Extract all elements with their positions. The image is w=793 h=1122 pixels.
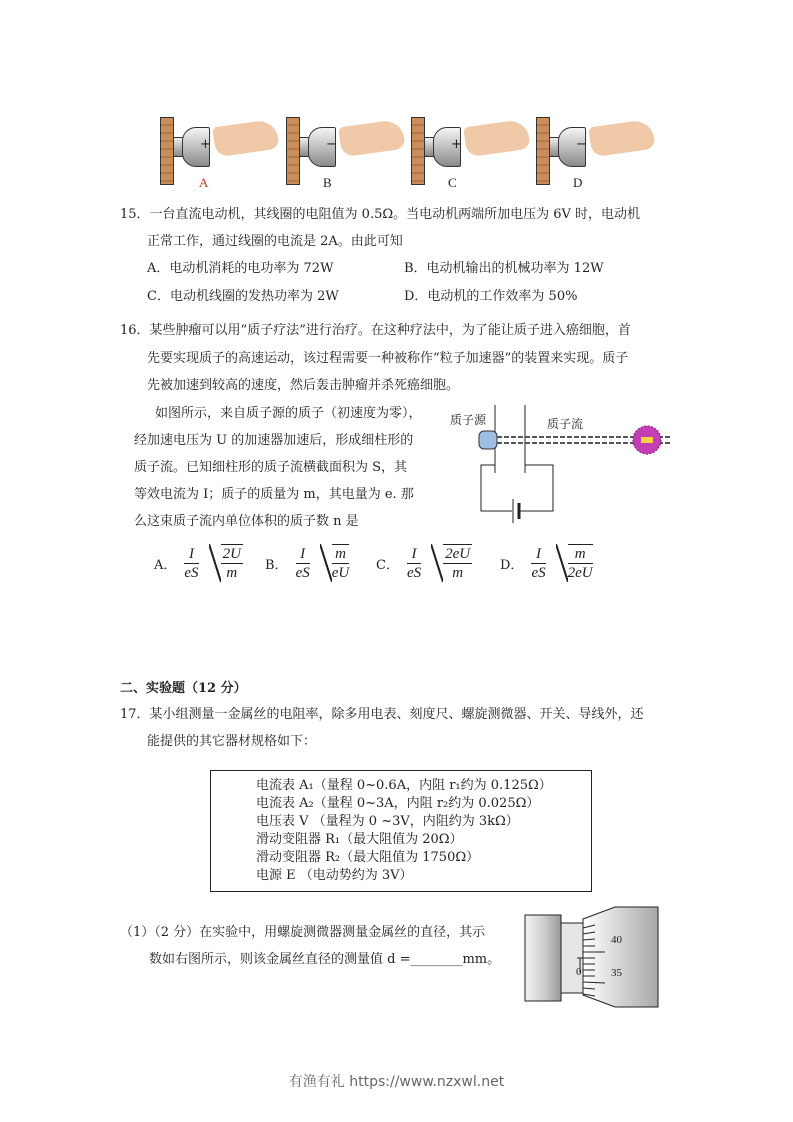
hand-icon bbox=[463, 119, 531, 158]
hand-icon bbox=[212, 119, 280, 158]
micrometer-icon bbox=[520, 903, 660, 1008]
figure-label-d: D bbox=[573, 175, 583, 190]
radicand-denominator: eU bbox=[331, 565, 350, 581]
hand-icon bbox=[338, 119, 406, 158]
q15-option-d: D．电动机的工作效率为 50% bbox=[404, 289, 578, 304]
q15-stem-line1: 15．一台直流电动机，其线圈的电阻值为 0.5Ω。当电动机两端所加电压为 6V 时，电动机 bbox=[120, 207, 641, 222]
proton-source-label: 质子源 bbox=[450, 413, 487, 427]
radicand-denominator: m bbox=[452, 565, 464, 581]
option-letter: C． bbox=[376, 557, 399, 573]
numerator: I bbox=[531, 545, 545, 564]
fraction bbox=[407, 545, 421, 582]
electrode-figure-c bbox=[403, 117, 523, 187]
q17-stem-line2: 能提供的其它器材规格如下： bbox=[147, 734, 317, 749]
q15-option-a: A．电动机消耗的电功率为 72W bbox=[147, 261, 334, 276]
denominator: eS bbox=[295, 564, 310, 581]
q16-stem-line1: 16．某些肿瘤可以用“质子疗法”进行治疗。在这种疗法中，为了能让质子进入癌细胞，首 bbox=[120, 323, 631, 338]
scale-label-40: 40 bbox=[611, 934, 622, 946]
equipment-list-box bbox=[210, 770, 592, 892]
q16-stem-line3: 先被加速到较高的速度，然后轰击肿瘤并杀死癌细胞。 bbox=[147, 378, 460, 393]
q17-sub1-line2: 数如右图所示，则该金属丝直径的测量值 d =________mm。 bbox=[149, 952, 501, 967]
q16-option-d bbox=[500, 544, 593, 582]
sqrt-icon bbox=[556, 544, 593, 582]
wall-icon bbox=[536, 117, 550, 185]
q16-option-a bbox=[154, 544, 243, 582]
equipment-item: 电流表 A₂（量程 0~3A，内阻 r₂约为 0.025Ω） bbox=[256, 796, 540, 811]
q15-stem-line2: 正常工作，通过线圈的电流是 2A。由此可知 bbox=[147, 234, 403, 249]
q16-para-line4: 等效电流为 I；质子的质量为 m，其电量为 e. 那 bbox=[134, 487, 414, 502]
equipment-item: 电流表 A₁（量程 0~0.6A，内阻 r₁约为 0.125Ω） bbox=[256, 778, 552, 793]
q17-sub1-line1: （1）（2 分）在实验中，用螺旋测微器测量金属丝的直径，其示 bbox=[120, 925, 486, 940]
equipment-item: 滑动变阻器 R₁（最大阻值为 20Ω） bbox=[256, 832, 463, 847]
q15-option-c: C．电动机线圈的发热功率为 2W bbox=[147, 289, 339, 304]
wall-icon bbox=[286, 117, 300, 185]
figure-label-b: B bbox=[323, 175, 332, 190]
electrode-figure-a bbox=[152, 117, 272, 187]
charge-sign: + bbox=[451, 137, 462, 152]
q16-stem-line2: 先要实现质子的高速运动，该过程需要一种被称作“粒子加速器”的装置来实现。质子 bbox=[147, 351, 629, 366]
fraction bbox=[296, 545, 310, 582]
option-letter: A． bbox=[154, 557, 177, 573]
q16-option-b bbox=[265, 544, 349, 582]
radicand-numerator: 2U bbox=[222, 546, 241, 562]
q15-option-b: B．电动机输出的机械功率为 12W bbox=[404, 261, 604, 276]
numerator: I bbox=[184, 545, 198, 564]
scale-label-35: 35 bbox=[611, 967, 622, 979]
zero-label: 0 bbox=[576, 966, 582, 978]
option-letter: B． bbox=[265, 557, 288, 573]
circuit-icon bbox=[445, 403, 675, 528]
radicand-denominator: m bbox=[226, 565, 238, 581]
radicand-denominator: 2eU bbox=[567, 565, 593, 581]
electrode-figure-b bbox=[278, 117, 398, 187]
fraction bbox=[184, 545, 198, 582]
electrode-figure-d bbox=[528, 117, 648, 187]
q16-para-line2: 经加速电压为 U 的加速器加速后，形成细柱形的 bbox=[134, 433, 414, 448]
charge-sign: − bbox=[326, 137, 337, 152]
equipment-item: 电压表 V （量程为 0 ~3V，内阻约为 3kΩ） bbox=[256, 814, 519, 829]
radicand-numerator: m bbox=[332, 545, 350, 564]
denominator: eS bbox=[406, 564, 422, 581]
denominator: eS bbox=[184, 564, 199, 581]
sqrt-icon bbox=[209, 544, 243, 582]
q16-para-line1: 如图所示，来自质子源的质子（初速度为零）， bbox=[155, 406, 422, 421]
radicand-numerator: 2eU bbox=[445, 546, 471, 562]
footer-watermark: 有渔有礼 https://www.nzxwl.net bbox=[288, 1074, 505, 1090]
proton-accelerator-diagram bbox=[445, 403, 675, 528]
charge-sign: + bbox=[200, 137, 211, 152]
equipment-item: 滑动变阻器 R₂（最大阻值为 1750Ω） bbox=[256, 850, 480, 865]
sqrt-icon bbox=[431, 544, 472, 582]
q16-para-line5: 么这束质子流内单位体积的质子数 n 是 bbox=[134, 514, 359, 529]
option-letter: D． bbox=[500, 557, 524, 573]
sqrt-icon bbox=[320, 544, 350, 582]
section-title: 二、实验题（12 分） bbox=[120, 681, 247, 696]
denominator: eS bbox=[531, 564, 546, 581]
q17-stem-line1: 17．某小组测量一金属丝的电阻率，除多用电表、刻度尺、螺旋测微器、开关、导线外，还 bbox=[120, 707, 644, 722]
numerator: I bbox=[407, 545, 421, 564]
q16-option-c bbox=[376, 544, 472, 582]
figure-label-c: C bbox=[448, 175, 457, 190]
fraction bbox=[531, 545, 545, 582]
figure-label-a: A bbox=[199, 175, 209, 190]
numerator: I bbox=[296, 545, 310, 564]
equipment-item: 电源 E （电动势约为 3V） bbox=[256, 868, 413, 883]
hand-icon bbox=[588, 119, 656, 158]
charge-sign: − bbox=[576, 137, 587, 152]
micrometer-diagram bbox=[520, 903, 660, 1008]
proton-stream-label: 质子流 bbox=[547, 417, 584, 431]
q16-para-line3: 质子流。已知细柱形的质子流横截面积为 S，其 bbox=[134, 460, 408, 475]
wall-icon bbox=[411, 117, 425, 185]
radicand-numerator: m bbox=[568, 545, 593, 564]
wall-icon bbox=[160, 117, 174, 185]
